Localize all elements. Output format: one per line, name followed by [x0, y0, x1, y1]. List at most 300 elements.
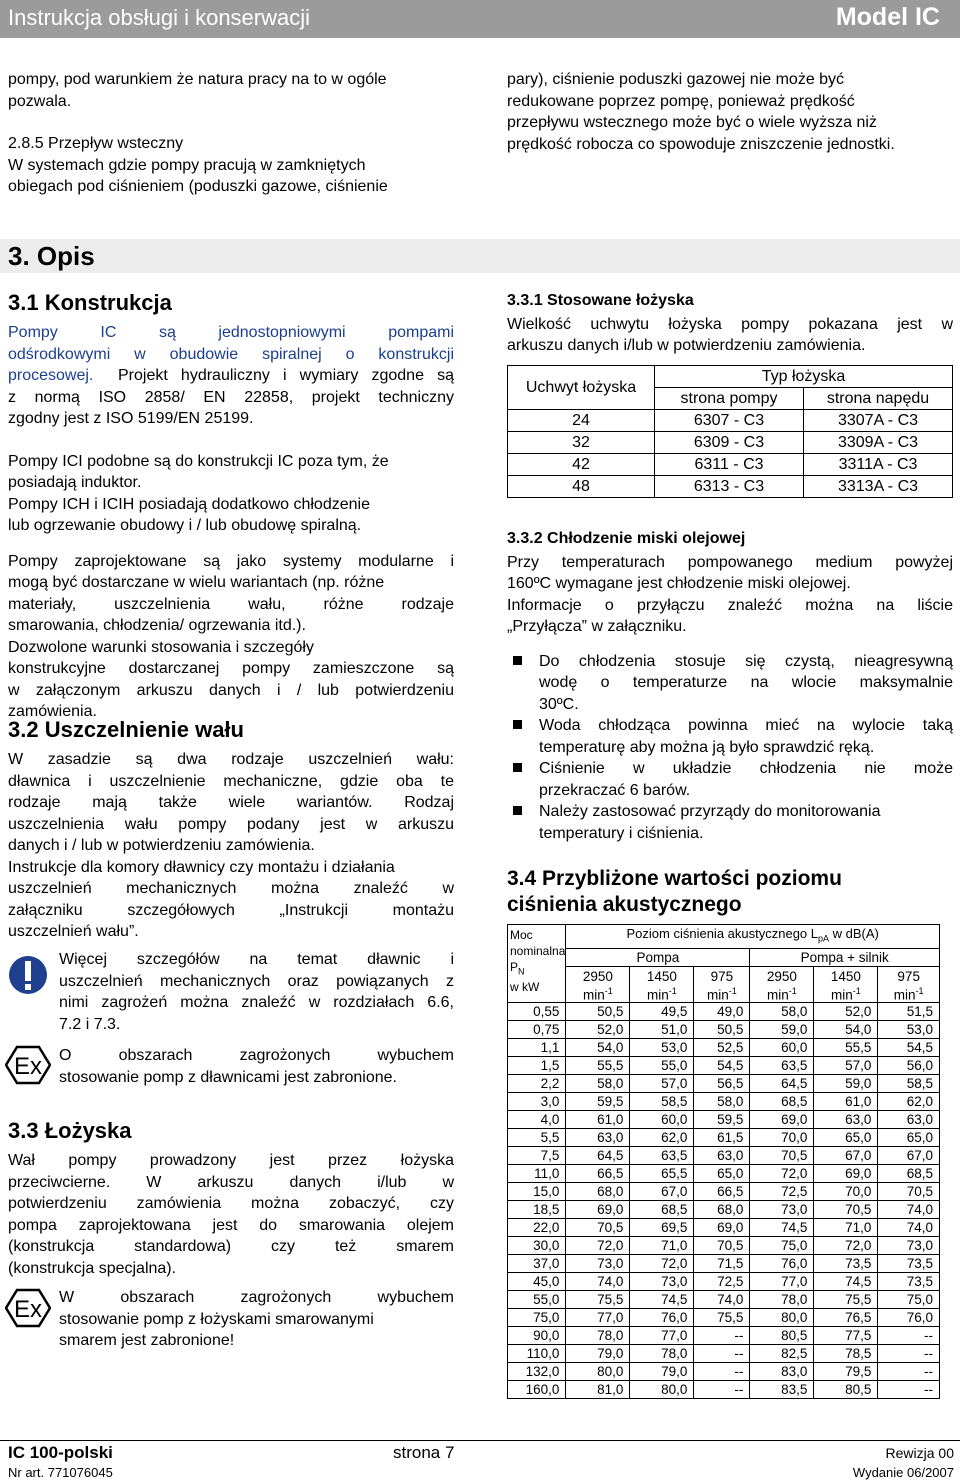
table-row — [508, 1327, 940, 1345]
table-row — [508, 454, 953, 476]
speed-value: 975 — [897, 968, 920, 984]
table-cell: 15,0 — [508, 1183, 566, 1201]
text-line: uszczelnienia wału pompy podany jest w arkuszu — [8, 815, 454, 833]
table-cell: 48 — [508, 476, 655, 498]
footer-revision: Rewizja 00 — [885, 1445, 954, 1461]
speed-header — [750, 966, 814, 1003]
text-line: (konstrukcja standardowa) czy też smarem — [8, 1238, 454, 1255]
table-cell: 4,0 — [508, 1111, 566, 1129]
table-cell: 77,0 — [630, 1327, 694, 1345]
table-cell: 62,0 — [630, 1129, 694, 1147]
section-3-1-icih — [8, 494, 454, 537]
speed-header — [878, 966, 940, 1003]
table-cell: 56,0 — [878, 1057, 940, 1075]
text-line: arkuszu danych i/lub w potwierdzeniu zamówienia. — [507, 337, 866, 354]
table-cell: -- — [878, 1327, 940, 1345]
table-row — [508, 1129, 940, 1147]
table-cell: 6309 - C3 — [655, 432, 804, 454]
table-cell: 58,5 — [878, 1075, 940, 1093]
table-cell: 80,0 — [630, 1381, 694, 1399]
text-line: w kW — [510, 980, 540, 995]
table-cell: 24 — [508, 410, 655, 432]
text-line: uszczelnień wału”. — [8, 923, 139, 940]
table-cell: 73,0 — [878, 1237, 940, 1255]
header-model: Model IC — [835, 3, 940, 31]
table-cell: 73,5 — [814, 1255, 878, 1273]
section-3-title: 3. Opis — [8, 241, 95, 271]
footer-doc-id: IC 100-polski — [8, 1443, 113, 1462]
speed-value: 1450 — [646, 968, 677, 984]
text-line: nominalna — [510, 944, 566, 958]
text-line: uszczelnień mechanicznych oraz powiązanych z — [59, 972, 454, 990]
text-line: temperatury i ciśnienia. — [539, 824, 704, 842]
text-line: Wielkość uchwytu łożyska pompy pokazana jest w — [507, 315, 953, 333]
text-line: obiegach pod ciśnieniem (poduszki gazowe, ciśnienie — [8, 178, 388, 195]
speed-unit — [630, 984, 693, 1003]
section-3-3-title: 3.3 Łożyska — [8, 1118, 132, 1143]
text-line: Należy zastosować przyrządy do monitorowania — [539, 803, 881, 820]
table-cell: 74,0 — [878, 1201, 940, 1219]
table-cell: 55,0 — [508, 1291, 566, 1309]
table-cell: 70,5 — [878, 1183, 940, 1201]
table-cell: 52,0 — [566, 1021, 630, 1039]
pump-side-header: strona pompy — [655, 388, 804, 410]
text-line: załączniku szczegółowych „Instrukcji montażu — [8, 901, 454, 919]
table-cell: 65,5 — [630, 1165, 694, 1183]
table-cell: 68,5 — [878, 1165, 940, 1183]
text-line: Moc — [510, 928, 533, 942]
header-title: Instrukcja obsługi i konserwacji — [8, 5, 311, 30]
table-row — [508, 1255, 940, 1273]
sound-level-header — [566, 925, 940, 949]
table-row — [508, 1363, 940, 1381]
table-cell: 63,0 — [694, 1147, 750, 1165]
table-cell: 55,5 — [814, 1039, 878, 1057]
unit-text: min — [766, 987, 789, 1003]
speed-row — [508, 966, 940, 1003]
text-line: stosowanie pomp z dławnicami jest zabronione. — [59, 1068, 397, 1086]
table-cell: 58,0 — [750, 1003, 814, 1021]
text-line: przekraczać 6 barów. — [539, 781, 691, 799]
speed-unit — [814, 984, 877, 1003]
table-cell: -- — [878, 1381, 940, 1399]
table-cell: 56,5 — [694, 1075, 750, 1093]
text-line: Więcej szczegółów na temat dławnic i — [59, 951, 454, 968]
text-line: Wał pompy prowadzony jest przez łożyska — [8, 1152, 454, 1169]
bearing-holder-header: Uchwyt łożyska — [508, 366, 655, 410]
table-cell: 55,0 — [630, 1057, 694, 1075]
table-cell: -- — [878, 1345, 940, 1363]
section-3-4-title: 3.4 Przybliżone wartości poziomu — [507, 867, 842, 890]
table-cell: 51,0 — [630, 1021, 694, 1039]
speed-header — [630, 966, 694, 1003]
unit-text: min — [706, 987, 729, 1003]
table-cell: 32 — [508, 432, 655, 454]
table-cell: 60,0 — [750, 1039, 814, 1057]
section-3-3 — [8, 1118, 454, 1279]
table-cell: 72,0 — [566, 1237, 630, 1255]
table-cell: 30,0 — [508, 1237, 566, 1255]
section-3-3-1 — [507, 290, 953, 357]
speed-header — [566, 966, 630, 1003]
section-3-1-title: 3.1 Konstrukcja — [8, 290, 172, 315]
table-cell: 58,0 — [694, 1093, 750, 1111]
table-cell: 72,5 — [750, 1183, 814, 1201]
table-cell: 74,5 — [814, 1273, 878, 1291]
unit-text: min — [893, 987, 916, 1003]
text-line: Pompy ICH i ICIH posiadają dodatkowo chłodzenie — [8, 495, 370, 513]
table-cell: 90,0 — [508, 1327, 566, 1345]
bearing-type-header: Typ łożyska — [655, 366, 953, 388]
table-cell: 69,0 — [566, 1201, 630, 1219]
table-row — [508, 1219, 940, 1237]
table-cell: 71,0 — [814, 1219, 878, 1237]
footer-edition: Wydanie 06/2007 — [852, 1465, 954, 1480]
text-line: pompa zaprojektowana jest do smarowania olejem — [8, 1216, 454, 1234]
table-cell: 132,0 — [508, 1363, 566, 1381]
table-cell: 68,0 — [694, 1201, 750, 1219]
table-cell: 61,0 — [566, 1111, 630, 1129]
table-row — [508, 1291, 940, 1309]
table-cell: 79,5 — [814, 1363, 878, 1381]
table-row — [508, 1039, 940, 1057]
table-cell: 81,0 — [566, 1381, 630, 1399]
text-line: w załączonym arkuszu danych i / lub potwierdzeniu — [8, 681, 454, 699]
section-3-4-title-cont: ciśnienia akustycznego — [507, 893, 742, 916]
subscript: pA — [818, 933, 830, 944]
table-cell: 63,5 — [630, 1147, 694, 1165]
table-cell: 76,5 — [814, 1309, 878, 1327]
text-line: Przy temperaturach pompowanego medium powyżej — [507, 553, 953, 571]
text-line: danych i / lub w potwierdzeniu zamówienia. — [8, 837, 315, 854]
table-cell: 66,5 — [694, 1183, 750, 1201]
speed-unit — [566, 984, 629, 1003]
table-row — [508, 1273, 940, 1291]
table-cell: 73,0 — [566, 1255, 630, 1273]
text-line: pozwala. — [8, 92, 72, 110]
svg-text:Ex: Ex — [13, 1296, 43, 1323]
text-line: Pompy IC są jednostopniowymi pompami — [8, 324, 454, 341]
speed-value: 975 — [710, 968, 734, 984]
text-line: „Przyłącza” w załączniku. — [507, 618, 687, 635]
table-cell: 75,5 — [814, 1291, 878, 1309]
svg-text:Ex: Ex — [13, 1053, 43, 1080]
section-3-1-ici — [8, 451, 454, 494]
table-cell: 76,0 — [878, 1309, 940, 1327]
unit-exponent: -1 — [728, 985, 737, 996]
text-line: potwierdzeniu zamówienia można zobaczyć, czy — [8, 1195, 454, 1212]
table-cell: 71,5 — [694, 1255, 750, 1273]
speed-header — [814, 966, 878, 1003]
table-cell: 45,0 — [508, 1273, 566, 1291]
table-cell: 49,5 — [630, 1003, 694, 1021]
ex-atex-icon — [5, 1288, 51, 1328]
table-cell: 6313 - C3 — [655, 476, 804, 498]
table-row — [508, 1183, 940, 1201]
text-line: rodzaje mają także wiele wariantów. Rodzaj — [8, 794, 454, 811]
section-2-8-5-title: 2.8.5 Przepływ wsteczny — [8, 135, 184, 152]
table-row — [508, 410, 953, 432]
section-3-4 — [507, 866, 953, 918]
table-cell: 58,0 — [566, 1075, 630, 1093]
table-cell: 11,0 — [508, 1165, 566, 1183]
table-cell: 59,0 — [814, 1075, 878, 1093]
table-cell: 61,5 — [694, 1129, 750, 1147]
table-cell: 53,0 — [878, 1021, 940, 1039]
table-row — [508, 1021, 940, 1039]
table-cell: 54,5 — [878, 1039, 940, 1057]
table-row — [508, 1309, 940, 1327]
table-cell: 67,0 — [878, 1147, 940, 1165]
text-line: zgodny jest z ISO 5199/EN 25199. — [8, 410, 254, 427]
table-cell: 78,5 — [814, 1345, 878, 1363]
table-cell: 51,5 — [878, 1003, 940, 1021]
table-cell: 6307 - C3 — [655, 410, 804, 432]
table-cell: 65,0 — [878, 1129, 940, 1147]
table-cell: 75,0 — [878, 1291, 940, 1309]
table-cell: 78,0 — [750, 1291, 814, 1309]
table-cell: 49,0 — [694, 1003, 750, 1021]
table-row — [508, 1147, 940, 1165]
text-line: Pompy zaprojektowane są jako systemy modularne i — [8, 552, 454, 570]
text-line: wodę o temperaturze na wlocie maksymalnie — [539, 674, 953, 691]
table-cell: 79,0 — [566, 1345, 630, 1363]
speed-header — [694, 966, 750, 1003]
section-3-2 — [8, 717, 454, 943]
table-cell: 64,5 — [566, 1147, 630, 1165]
speed-unit — [750, 984, 813, 1003]
unit-text: min — [582, 987, 605, 1003]
text-line: zamówienia. — [8, 703, 97, 720]
table-cell: 55,5 — [566, 1057, 630, 1075]
table-row — [508, 1345, 940, 1363]
unit-text: min — [830, 987, 853, 1003]
section-3-2-title: 3.2 Uszczelnienie wału — [8, 717, 244, 742]
table-cell: 80,0 — [750, 1309, 814, 1327]
table-cell: 7,5 — [508, 1147, 566, 1165]
table-cell: 77,0 — [750, 1273, 814, 1291]
table-cell: 2,2 — [508, 1075, 566, 1093]
table-cell: 54,0 — [566, 1039, 630, 1057]
text-line: Informacje o przyłączu znaleźć można na liście — [507, 596, 953, 614]
unit-exponent: -1 — [788, 985, 797, 996]
top-left-column — [8, 69, 454, 198]
table-cell: 65,0 — [694, 1165, 750, 1183]
table-cell: 83,0 — [750, 1363, 814, 1381]
subscript: N — [518, 966, 525, 977]
table-row — [508, 1237, 940, 1255]
table-cell: 70,5 — [566, 1219, 630, 1237]
text-line: smarowania, chłodzenia/ ogrzewania itd.). — [8, 617, 306, 634]
list-item — [507, 758, 953, 801]
table-cell: 110,0 — [508, 1345, 566, 1363]
text-line: (konstrukcja specjalna). — [8, 1259, 177, 1277]
table-cell: 63,5 — [750, 1057, 814, 1075]
text-line: materiały, uszczelnienia wału, różne rodzaje — [8, 595, 454, 613]
table-cell: 75,0 — [750, 1237, 814, 1255]
table-row — [508, 1003, 940, 1021]
text-line: Instrukcje dla komory dławnicy czy montażu i działania — [8, 858, 395, 876]
text-line: Woda chłodząca powinna mieć na wylocie taką — [539, 717, 953, 734]
table-cell: 3313A - C3 — [804, 476, 953, 498]
top-right-column — [507, 69, 953, 155]
text-line: prędkość robocza co spowoduje zniszczenie jednostki. — [507, 135, 895, 153]
table-cell: 18,5 — [508, 1201, 566, 1219]
text-line: z normą ISO 2858/ EN 22858, projekt techniczny — [8, 388, 454, 406]
text-line: O obszarach zagrożonych wybuchem — [59, 1047, 454, 1064]
ex-grease-note — [59, 1287, 454, 1352]
table-cell: 78,0 — [630, 1345, 694, 1363]
unit-text: min — [646, 987, 669, 1003]
table-cell: -- — [878, 1363, 940, 1381]
table-cell: 70,0 — [750, 1129, 814, 1147]
section-3-3-1-title: 3.3.1 Stosowane łożyska — [507, 292, 694, 309]
section-3-1-norms — [8, 365, 454, 430]
table-cell: 0,75 — [508, 1021, 566, 1039]
table-cell: 60,0 — [630, 1111, 694, 1129]
table-row — [508, 1201, 940, 1219]
table-cell: 61,0 — [814, 1093, 878, 1111]
table-cell: 54,0 — [814, 1021, 878, 1039]
table-cell: 66,5 — [566, 1165, 630, 1183]
table-cell: 75,0 — [508, 1309, 566, 1327]
list-item — [507, 651, 953, 716]
table-cell: 52,5 — [694, 1039, 750, 1057]
section-3-3-2-title: 3.3.2 Chłodzenie miski olejowej — [507, 530, 746, 547]
table-cell: -- — [694, 1381, 750, 1399]
noise-body — [508, 1003, 940, 1399]
table-cell: 72,0 — [630, 1255, 694, 1273]
table-cell: 58,5 — [630, 1093, 694, 1111]
section-3-1 — [8, 290, 454, 723]
table-cell: 42 — [508, 454, 655, 476]
table-cell: 52,0 — [814, 1003, 878, 1021]
table-cell: 70,0 — [814, 1183, 878, 1201]
speed-value: 1450 — [830, 968, 861, 984]
table-cell: -- — [694, 1345, 750, 1363]
ex-atex-icon — [5, 1045, 51, 1085]
text-line: przeciwcierne. W arkuszu danych i/lub w — [8, 1173, 454, 1191]
seal-warning-note — [59, 949, 454, 1035]
table-cell: 6311 - C3 — [655, 454, 804, 476]
text-line: uszczelnień mechanicznych można znaleźć w — [8, 880, 454, 897]
table-cell: 57,0 — [814, 1057, 878, 1075]
text-line: przepływu wstecznego może być o wiele wyższa niż — [507, 114, 877, 131]
text-line: Dozwolone warunki stosowania i szczegóły — [8, 638, 314, 656]
text-line: 7.2 i 7.3. — [59, 1015, 121, 1033]
unit-exponent: -1 — [604, 985, 613, 996]
table-cell: 72,0 — [750, 1165, 814, 1183]
table-cell: 74,5 — [750, 1219, 814, 1237]
table-cell: 69,0 — [694, 1219, 750, 1237]
table-cell: 0,55 — [508, 1003, 566, 1021]
table-cell: 22,0 — [508, 1219, 566, 1237]
table-row — [508, 1381, 940, 1399]
table-row — [508, 1165, 940, 1183]
text-line: odśrodkowymi w obudowie spiralnej o konstrukcji — [8, 345, 454, 363]
table-cell: 76,0 — [630, 1309, 694, 1327]
text-line: konstrukcyjne dostarczanej pompy zamieszczone są — [8, 660, 454, 677]
section-3-1-modular — [8, 551, 454, 723]
list-item — [507, 715, 953, 758]
table-cell: 74,0 — [878, 1219, 940, 1237]
table-cell: 63,0 — [878, 1111, 940, 1129]
table-cell: 67,0 — [630, 1183, 694, 1201]
table-cell: 73,5 — [878, 1273, 940, 1291]
table-cell: 63,0 — [566, 1129, 630, 1147]
text-line: mogą być dostarczane w wielu wariantach (np. różne — [8, 574, 385, 591]
table-cell: 72,5 — [694, 1273, 750, 1291]
table-cell: 68,5 — [630, 1201, 694, 1219]
table-cell: 73,0 — [630, 1273, 694, 1291]
table-cell: 73,0 — [750, 1201, 814, 1219]
table-cell: 76,0 — [750, 1255, 814, 1273]
table-cell: 74,0 — [694, 1291, 750, 1309]
table-cell: 65,0 — [814, 1129, 878, 1147]
text-line: Pompy ICI podobne są do konstrukcji IC poza tym, że — [8, 452, 389, 470]
table-cell: 83,5 — [750, 1381, 814, 1399]
table-cell: 50,5 — [694, 1021, 750, 1039]
table-cell: 160,0 — [508, 1381, 566, 1399]
section-3-band — [0, 239, 960, 273]
text-line — [510, 959, 565, 979]
pump-motor-header: Pompa + silnik — [750, 948, 940, 966]
table-cell: 70,5 — [694, 1237, 750, 1255]
table-cell: -- — [694, 1327, 750, 1345]
table-cell: 67,0 — [814, 1147, 878, 1165]
table-cell: 78,0 — [566, 1327, 630, 1345]
table-cell: 73,5 — [878, 1255, 940, 1273]
table-cell: 80,5 — [814, 1381, 878, 1399]
speed-unit — [694, 984, 749, 1003]
table-cell: 80,5 — [750, 1327, 814, 1345]
table-cell: 37,0 — [508, 1255, 566, 1273]
bearing-table — [507, 365, 953, 498]
table-cell: 1,1 — [508, 1039, 566, 1057]
table-row — [508, 432, 953, 454]
table-cell: 79,0 — [630, 1363, 694, 1381]
table-cell: 70,5 — [814, 1201, 878, 1219]
text-line: Poziom ciśnienia akustycznego L — [626, 926, 818, 941]
table-cell: 50,5 — [566, 1003, 630, 1021]
table-row — [508, 1111, 940, 1129]
table-cell: 75,5 — [566, 1291, 630, 1309]
table-row — [508, 1075, 940, 1093]
table-cell: 5,5 — [508, 1129, 566, 1147]
text-line: 160ºC wymagane jest chłodzenie miski olejowej. — [507, 575, 851, 592]
text-line: dławnica i uszczelnienie mechaniczne, gdzie oba te — [8, 772, 454, 790]
speed-unit — [878, 984, 939, 1003]
table-cell: 57,0 — [630, 1075, 694, 1093]
table-cell: 3307A - C3 — [804, 410, 953, 432]
text-line: lub ogrzewanie obudowy i / lub obudowę spiralną. — [8, 517, 362, 534]
table-cell: 72,0 — [814, 1237, 878, 1255]
text-line: Projekt hydrauliczny i wymiary zgodne są — [118, 367, 454, 384]
table-cell: 82,5 — [750, 1345, 814, 1363]
table-cell: 69,0 — [750, 1111, 814, 1129]
table-cell: 53,0 — [630, 1039, 694, 1057]
text-line: Ciśnienie w układzie chłodzenia nie może — [539, 760, 953, 777]
table-cell: 71,0 — [630, 1237, 694, 1255]
footer-page: strona 7 — [393, 1443, 455, 1462]
section-3-3-2 — [507, 528, 953, 844]
table-row — [508, 1093, 940, 1111]
text-line: W obszarach zagrożonych wybuchem — [59, 1289, 454, 1306]
text-line: stosowanie pomp z łożyskami smarowanymi — [59, 1310, 374, 1328]
text-line: W zasadzie są dwa rodzaje uszczelnień wału: — [8, 751, 454, 768]
unit-exponent: -1 — [668, 985, 677, 996]
table-cell: 77,5 — [814, 1327, 878, 1345]
